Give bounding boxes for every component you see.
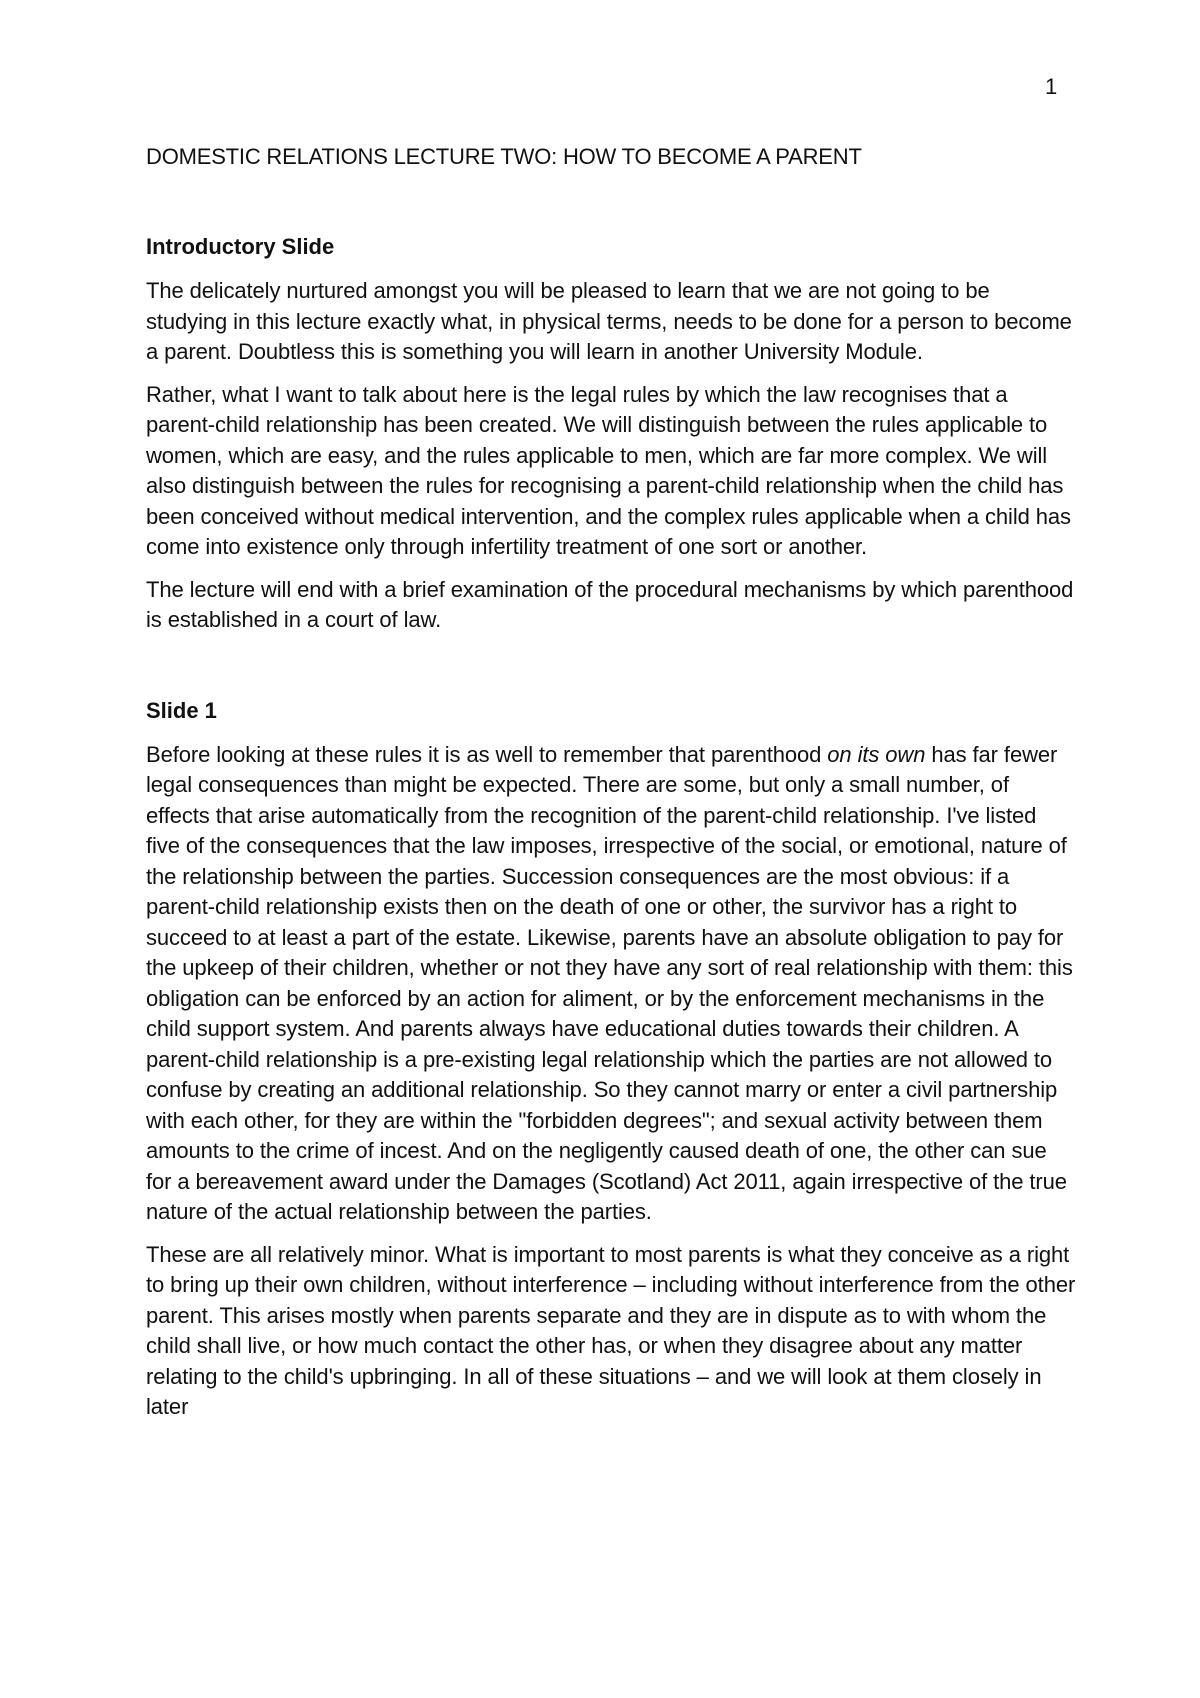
section-heading-slide-1: Slide 1 [146,697,217,723]
intro-paragraph-3: The lecture will end with a brief examination of the procedural mechanisms by which parenthood is established in a court of law. [146,576,1074,632]
intro-paragraph-1: The delicately nurtured amongst you will be pleased to learn that we are not going to be studying in this lecture exactly what, in physical terms, needs to be done for a person to become a parent. Doubtless this is something you will learn in another University Module. [146,278,1072,364]
document-title: DOMESTIC RELATIONS LECTURE TWO: HOW TO BECOME A PARENT [146,144,862,169]
slide1-emphasis: on its own [827,741,926,767]
slide1-paragraph-1-start: Before looking at these rules it is as well to remember that parenthood [146,741,828,767]
slide1-paragraph-1 [146,740,1076,1228]
page-number: 1 [1045,74,1058,99]
section-heading-introductory: Introductory Slide [146,234,335,259]
slide1-paragraph-1-rest: has far fewer legal consequences than might be expected. There are some, but only a small number, of effects that arise automatically from the recognition of the parent-child relationship. I've listed five of the consequences that the law imposes, irrespective of the social, or emotional, nature of the relationship between the parties. Succession consequences are the most obvious: if a parent-child relationship exists then on the death of one or other, the survivor has a right to succeed to at least a part of the estate. Likewise, parents have an absolute obligation to pay for the upkeep of their children, whether or not they have any sort of real relationship with them: this obligation can be enforced by an action for aliment, or by the enforcement mechanisms in the child support system. And parents always have educational duties towards their children. A parent-child relationship is a pre-existing legal relationship which the parties are not allowed to confuse by creating an additional relationship. So they cannot marry or enter a civil partnership with each other, for they are within the "forbidden degrees"; and sexual activity between them amounts to the crime of incest. And on the negligently caused death of one, the other can sue for a bereavement award under the Damages (Scotland) Act 2011, again irrespective of the true nature of the actual relationship between the parties. [146,741,1073,1224]
slide1-paragraph-2: These are all relatively minor. What is important to most parents is what they conceive as a right to bring up their own children, without interference – including without interference from the other parent. This arises mostly when parents separate and they are in dispute as to with whom the child shall live, or how much contact the other has, or when they disagree about any matter relating to the child's upbringing. In all of these situations – and we will look at them closely in later [146,1241,1076,1419]
document-body [146,142,1076,1423]
intro-paragraph-2: Rather, what I want to talk about here is the legal rules by which the law recognises that a parent-child relationship has been created. We will distinguish between the rules applicable to women, which are easy, and the rules applicable to men, which are far more complex. We will also distinguish between the rules for recognising a parent-child relationship when the child has been conceived without medical intervention, and the complex rules applicable when a child has come into existence only through infertility treatment of one sort or another. [146,381,1071,559]
